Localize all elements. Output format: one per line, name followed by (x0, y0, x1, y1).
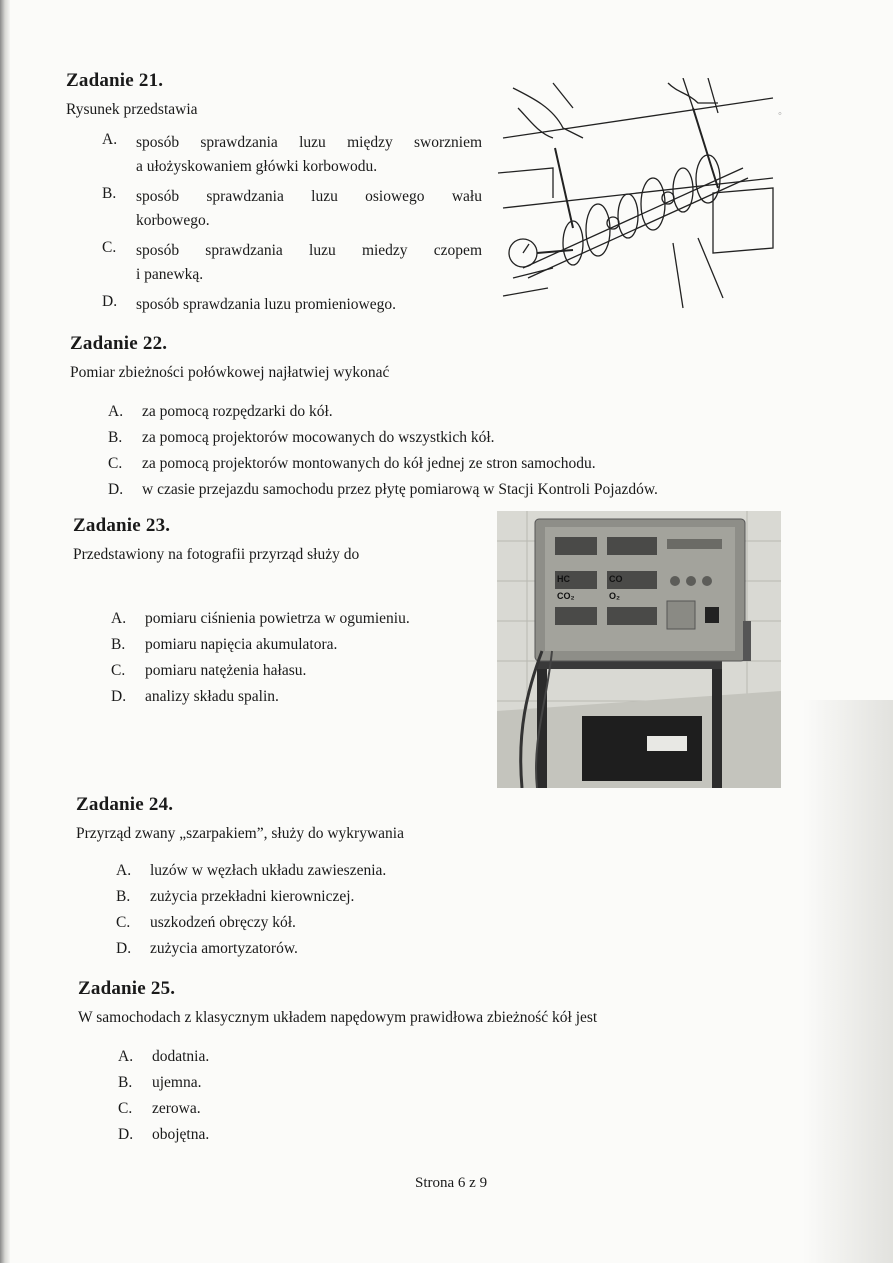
option-letter: A. (108, 403, 124, 420)
hc-display-label: HC (557, 574, 570, 584)
option-b (108, 425, 770, 451)
scan-speck: ◦ (778, 108, 782, 120)
option-text-line: korbowego. (136, 212, 210, 229)
scan-shadow (803, 700, 893, 1263)
option-letter: A. (111, 610, 127, 627)
options-list (111, 606, 483, 710)
option-letter: D. (108, 481, 124, 498)
scan-left-edge (0, 0, 10, 1263)
crankshaft-drawing (493, 78, 783, 310)
option-d (102, 293, 491, 317)
option-letter: C. (111, 662, 126, 679)
option-letter: C. (102, 239, 117, 256)
option-text-line: sposób sprawdzania luzu miedzy czopem (136, 242, 482, 259)
option-letter: B. (108, 429, 123, 446)
option-d (118, 1122, 778, 1148)
option-letter: D. (111, 688, 127, 705)
exhaust-analyzer-photo (497, 511, 781, 788)
task-25 (78, 978, 778, 1148)
option-text: uszkodzeń obręczy kół. (150, 914, 296, 931)
option-text: zerowa. (152, 1100, 201, 1117)
option-letter: C. (118, 1100, 133, 1117)
crankshaft-figure (493, 78, 783, 310)
option-text-line: sposób sprawdzania luzu osiowego wału (136, 188, 482, 205)
co2-display-label: CO₂ (557, 591, 575, 601)
option-b (116, 884, 676, 910)
option-letter: C. (116, 914, 131, 931)
option-b (102, 185, 491, 233)
option-text: w czasie przejazdu samochodu przez płytę pomiarową w Stacji Kontroli Pojazdów. (142, 481, 658, 498)
option-a (118, 1044, 778, 1070)
option-letter: B. (102, 185, 117, 202)
option-text-line: a ułożyskowaniem główki korbowodu. (136, 158, 378, 175)
option-text: luzów w węzłach układu zawieszenia. (150, 862, 387, 879)
option-letter: D. (102, 293, 118, 310)
page-number: Strona 6 z 9 (415, 1175, 488, 1191)
option-c (116, 910, 676, 936)
option-c (111, 658, 483, 684)
task-title: Zadanie 25. (78, 978, 176, 999)
option-text: obojętna. (152, 1126, 210, 1143)
option-a (102, 131, 491, 179)
exhaust-analyzer-drawing (497, 511, 781, 788)
option-a (116, 858, 676, 884)
option-text-line: sposób sprawdzania luzu między sworzniem (136, 134, 482, 151)
option-letter: D. (116, 940, 132, 957)
option-text: pomiaru natężenia hałasu. (145, 662, 307, 679)
task-23 (73, 515, 483, 710)
option-a (111, 606, 483, 632)
options-list (102, 131, 491, 317)
option-text: ujemna. (152, 1074, 202, 1091)
task-21 (66, 70, 491, 317)
option-text: za pomocą projektorów mocowanych do wszystkich kół. (142, 429, 495, 446)
option-letter: B. (111, 636, 126, 653)
option-letter: C. (108, 455, 123, 472)
option-b (118, 1070, 778, 1096)
co-display-label: CO (609, 574, 623, 584)
option-d (111, 684, 483, 710)
option-text: zużycia amortyzatorów. (150, 940, 298, 957)
task-question: Przedstawiony na fotografii przyrząd służy do (73, 546, 360, 563)
option-text-line: sposób sprawdzania luzu promieniowego. (136, 296, 396, 313)
task-title: Zadanie 23. (73, 515, 171, 536)
option-b (111, 632, 483, 658)
option-letter: A. (116, 862, 132, 879)
options-list (116, 858, 676, 962)
option-text: za pomocą projektorów montowanych do kół jednej ze stron samochodu. (142, 455, 596, 472)
option-a (108, 399, 770, 425)
option-letter: A. (118, 1048, 134, 1065)
options-list (108, 399, 770, 503)
task-22 (70, 333, 770, 503)
option-d (108, 477, 770, 503)
task-question: Przyrząd zwany „szarpakiem”, służy do wykrywania (76, 825, 404, 842)
option-letter: B. (116, 888, 131, 905)
option-letter: B. (118, 1074, 133, 1091)
option-letter: D. (118, 1126, 134, 1143)
option-letter: A. (102, 131, 118, 148)
option-text: pomiaru ciśnienia powietrza w ogumieniu. (145, 610, 410, 627)
task-question: Pomiar zbieżności połówkowej najłatwiej wykonać (70, 364, 390, 381)
option-c (102, 239, 491, 287)
option-text: pomiaru napięcia akumulatora. (145, 636, 338, 653)
task-question: Rysunek przedstawia (66, 101, 198, 118)
option-c (118, 1096, 778, 1122)
option-c (108, 451, 770, 477)
option-text: dodatnia. (152, 1048, 210, 1065)
options-list (118, 1044, 778, 1148)
option-text: analizy składu spalin. (145, 688, 279, 705)
option-text: za pomocą rozpędzarki do kół. (142, 403, 333, 420)
task-question: W samochodach z klasycznym układem napędowym prawidłowa zbieżność kół jest (78, 1009, 598, 1026)
option-d (116, 936, 676, 962)
option-text: zużycia przekładni kierowniczej. (150, 888, 355, 905)
task-title: Zadanie 22. (70, 333, 168, 354)
option-text-line: i panewką. (136, 266, 204, 283)
task-title: Zadanie 24. (76, 794, 174, 815)
o2-display-label: O₂ (609, 591, 620, 601)
task-24 (76, 794, 676, 962)
task-title: Zadanie 21. (66, 70, 164, 91)
